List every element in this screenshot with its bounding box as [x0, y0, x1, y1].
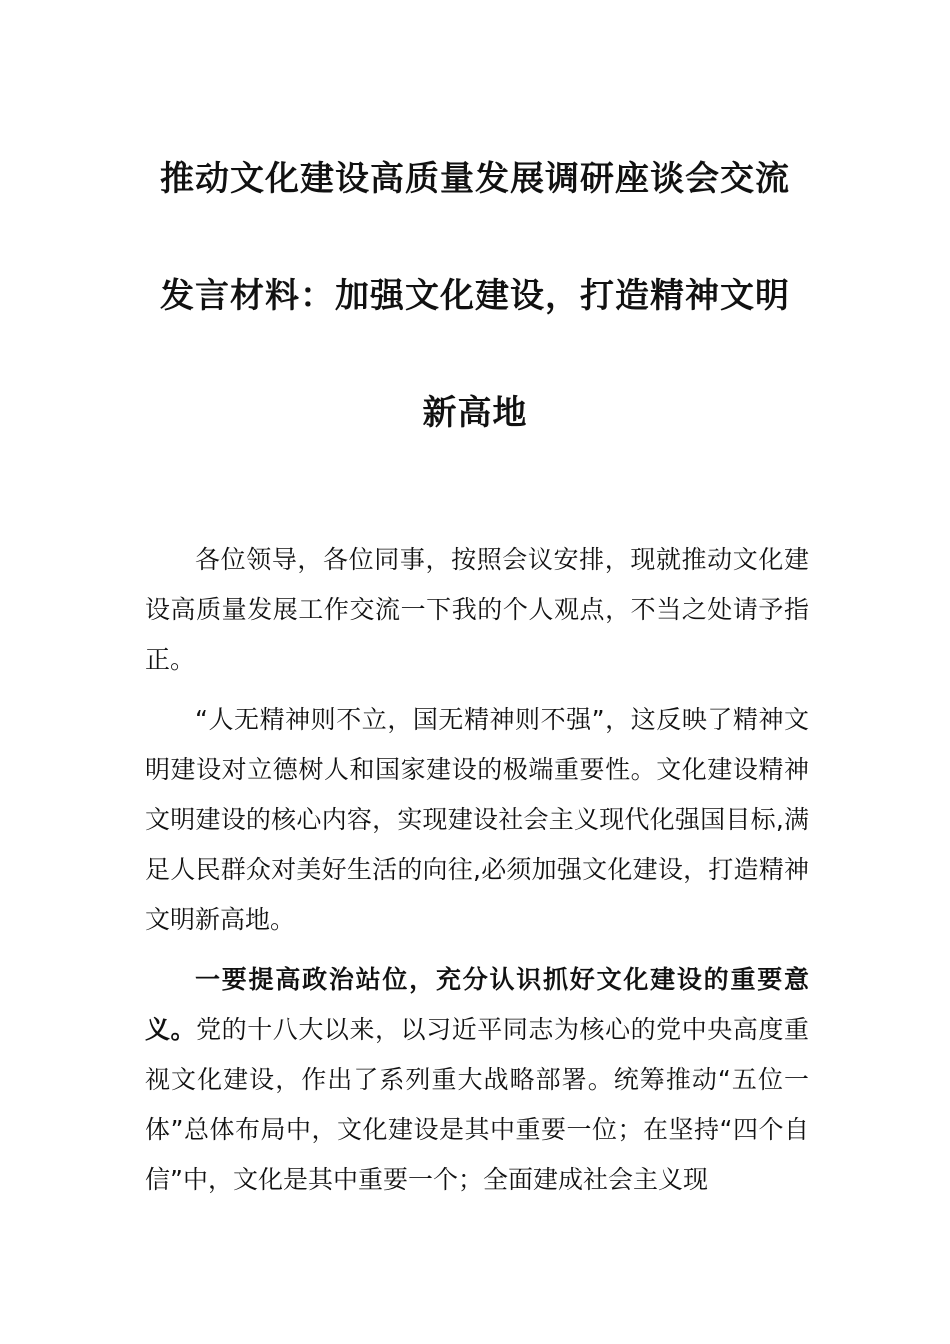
paragraph-point-one [145, 955, 809, 1205]
paragraph-opening [145, 535, 809, 685]
paragraph-quote [145, 695, 809, 945]
paragraph-lead: 一要提高政治站位，充分认识抓好文化建设的重要意义。 [145, 965, 809, 1044]
paragraph-text: 各位领导，各位同事，按照会议安排，现就推动文化建设高质量发展工作交流一下我的个人观点，不当之处请予指正。 [145, 545, 809, 674]
paragraph-text: “人无精神则不立，国无精神则不强”，这反映了精神文明建设对立德树人和国家建设的极端重要性。文化建设精神文明建设的核心内容，实现建设社会主义现代化强国目标,满足人民群众对美好生活的向往,必须加强文化建设，打造精神文明新高地。 [145, 705, 809, 934]
title-line: 推动文化建设高质量发展调研座谈会交流 [160, 159, 790, 199]
paragraph-text: 党的十八大以来，以习近平同志为核心的党中央高度重视文化建设，作出了系列重大战略部署。统筹推动“五位一体”总体布局中，文化建设是其中重要一位；在坚持“四个自信”中，文化是其中重要一个；全面建成社会主义现 [145, 1015, 809, 1194]
document-body [145, 535, 809, 1215]
title-line: 发言材料：加强文化建设，打造精神文明 [160, 276, 790, 316]
document-title [140, 150, 810, 442]
title-line: 新高地 [422, 393, 528, 433]
